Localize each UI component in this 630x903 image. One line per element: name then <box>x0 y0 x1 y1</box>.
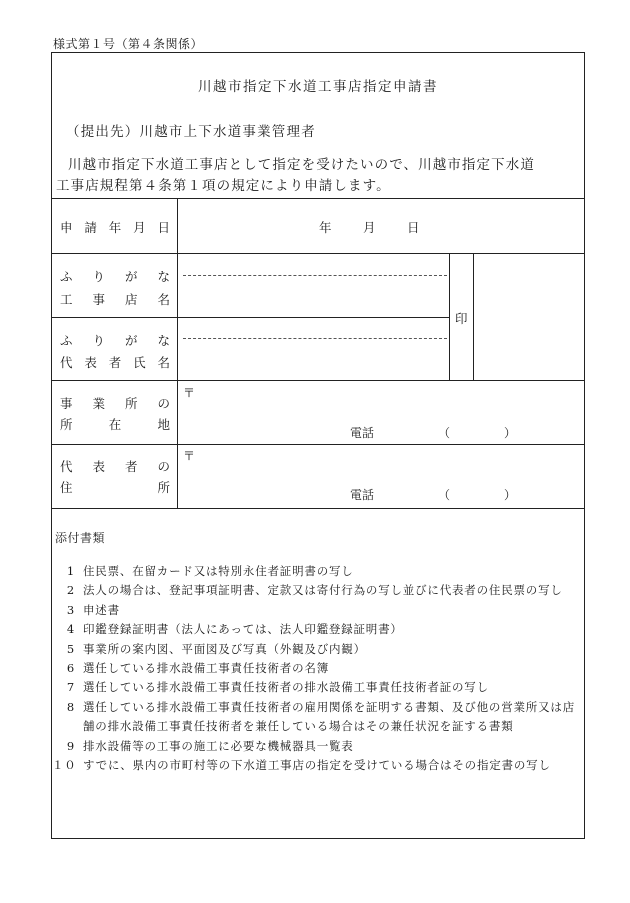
rep-furigana-guide <box>183 338 447 339</box>
form-number: 様式第１号（第４条関係） <box>53 37 204 51</box>
date-year: 年 <box>319 220 332 235</box>
row-divider-rep <box>52 380 584 381</box>
rep-phone-label: 電話 <box>350 488 375 502</box>
row-divider-office <box>52 444 584 445</box>
row-divider-date <box>52 253 584 254</box>
attachments-heading: 添付書類 <box>55 531 106 545</box>
rep-name-label: 代 表 者 氏 名 <box>60 355 170 370</box>
label-column-divider <box>177 198 178 508</box>
shop-furigana-label: ふ り が な <box>60 269 170 284</box>
office-label-top: 事 業 所 の <box>60 396 170 411</box>
attachment-item: １０ すでに、県内の市町村等の下水道工事店の指定を受けている場合はその指定書の写し <box>52 758 551 773</box>
statement-line-2: 工事店規程第４条第１項の規定により申請します。 <box>56 178 391 194</box>
attachment-item: 4 印鑑登録証明書（法人にあっては、法人印鑑登録証明書） <box>66 622 403 637</box>
table-top-border <box>52 198 584 199</box>
seal-mark: 印 <box>455 311 468 326</box>
attachment-item: 3 申述書 <box>66 602 120 617</box>
rep-postal-mark: 〒 <box>183 449 196 463</box>
office-phone-label: 電話 <box>350 426 375 440</box>
table-bottom-border <box>52 508 584 509</box>
rep-phone-open: （ <box>438 488 451 502</box>
office-label-bottom: 所 在 地 <box>60 417 170 432</box>
attachment-item: 5 事業所の案内図、平面図及び写真（外観及び内観） <box>66 641 366 656</box>
rep-phone-close: ） <box>504 488 517 502</box>
form-title: 川越市指定下水道工事店指定申請書 <box>198 79 438 95</box>
attachment-item: 6 選任している排水設備工事責任技術者の名簿 <box>66 661 329 676</box>
date-month: 月 <box>363 220 376 235</box>
seal-column-right <box>473 253 474 380</box>
attachment-item: 9 排水設備等の工事の施工に必要な機械器具一覧表 <box>66 738 354 753</box>
statement-line-1: 川越市指定下水道工事店として指定を受けたいので、川越市指定下水道 <box>68 157 535 173</box>
office-postal-mark: 〒 <box>183 386 196 400</box>
rep-address-label-bottom: 住 所 <box>60 480 170 495</box>
attachment-item: 2 法人の場合は、登記事項証明書、定款又は寄付行為の写し並びに代表者の住民票の写し <box>66 583 563 598</box>
attachment-item: 1 住民票、在留カード又は特別永住者証明書の写し <box>66 564 354 578</box>
shop-name-label: 工 事 店 名 <box>60 292 170 307</box>
date-day: 日 <box>407 220 420 235</box>
rep-address-label-top: 代 表 者 の <box>60 459 170 474</box>
attachments-list <box>52 562 584 775</box>
seal-column-left <box>449 253 450 380</box>
attachment-item: 8 選任している排水設備工事責任技術者の雇用関係を証明する書類、及び他の営業所又は店舗の排水設備工事責任技術者を兼任している場合はその兼任状況を証する書類 <box>66 699 575 734</box>
office-phone-close: ） <box>504 426 517 440</box>
rep-furigana-label: ふ り が な <box>60 333 170 348</box>
office-phone-open: （ <box>438 426 451 440</box>
row-divider-shop <box>52 317 450 318</box>
shop-furigana-guide <box>183 275 447 276</box>
addressee: （提出先）川越市上下水道事業管理者 <box>66 124 316 140</box>
application-date-label: 申 請 年 月 日 <box>60 220 170 235</box>
application-form-frame <box>51 52 585 839</box>
attachment-item: 7 選任している排水設備工事責任技術者の排水設備工事責任技術者証の写し <box>66 680 489 695</box>
